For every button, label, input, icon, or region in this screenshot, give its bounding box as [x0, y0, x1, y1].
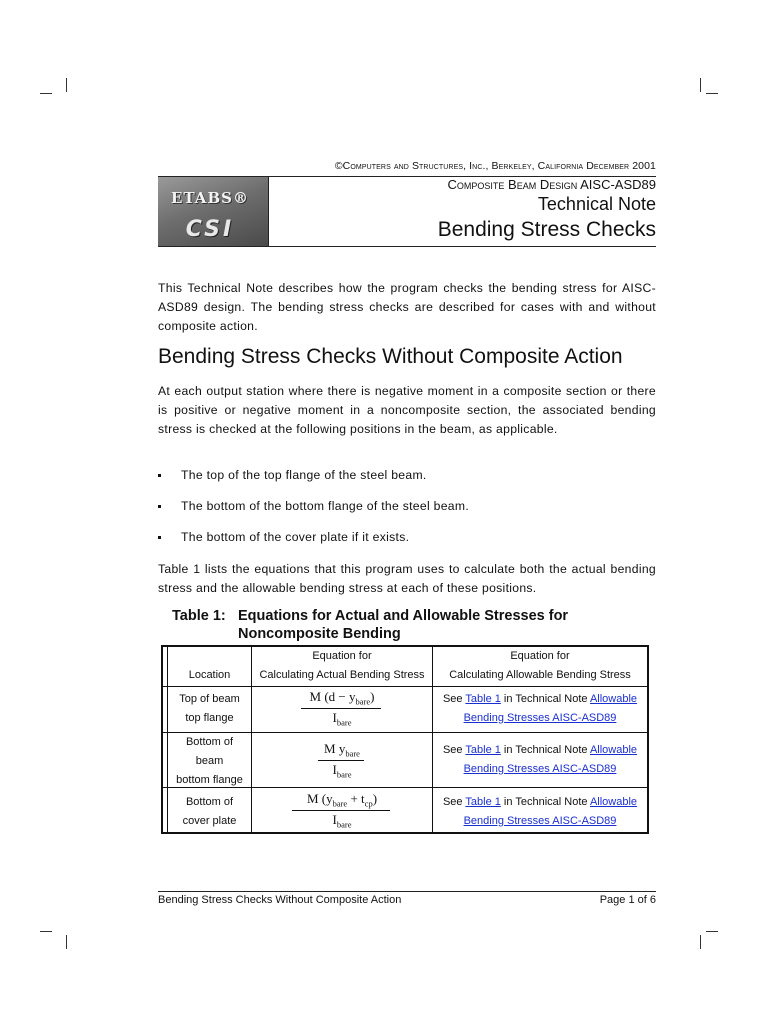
equations-table: [161, 645, 649, 834]
equation-bottom-flange: [252, 741, 432, 783]
fraction-bar: [292, 810, 390, 811]
fraction-bar: [301, 708, 381, 709]
equation-denominator: $I_{bare}$: [332, 812, 352, 830]
table-caption-label: Table 1:: [172, 608, 226, 624]
logo-etabs-text: ETABS®: [171, 189, 249, 207]
bullet-icon: [158, 474, 161, 477]
intro-paragraph: This Technical Note describes how the program checks the bending stress for AISC-ASD89 design. The bending stress checks are described for cases with and without composite action.: [158, 281, 656, 333]
crop-mark: [700, 78, 701, 92]
section-heading: Bending Stress Checks Without Composite Action: [158, 345, 623, 368]
table-row-location: Bottom of cover plate: [182, 796, 237, 827]
page-title: Bending Stress Checks: [437, 218, 656, 241]
table-row-location: Top of beam top flange: [179, 693, 240, 724]
table-row-location: Bottom of beam bottom flange: [176, 736, 243, 786]
product-code: AISC-ASD89: [580, 177, 656, 192]
page-number: Page 1 of 6: [599, 894, 656, 906]
equation-numerator: M $(d - y_{bare})$: [309, 689, 375, 707]
bullet-icon: [158, 536, 161, 539]
equation-denominator: $I_{bare}$: [332, 710, 352, 728]
technical-note-link[interactable]: Allowable: [589, 796, 638, 808]
table-caption-text: Equations for Actual and Allowable Stresses for: [238, 608, 569, 624]
table-caption-text: Noncomposite Bending: [238, 626, 401, 642]
table-header-location: Location: [188, 669, 231, 681]
equation-numerator: M $(y_{bare} + t_{cp})$: [306, 791, 378, 809]
technical-note-link[interactable]: Bending Stresses AISC-ASD89: [463, 763, 617, 775]
table-link[interactable]: Table 1: [465, 796, 501, 808]
fraction-bar: [318, 760, 364, 761]
table-header-allowable: Equation for Calculating Allowable Bending Stress: [449, 650, 631, 681]
crop-mark: [40, 93, 52, 94]
crop-mark: [66, 935, 67, 949]
table-divider: [163, 686, 647, 687]
allowable-reference: See Table 1 in Technical Note Allowable Bending Stresses AISC-ASD89: [442, 744, 638, 775]
product-prefix: Composite Beam Design: [447, 177, 578, 192]
equation-cover-plate: [252, 791, 432, 833]
crop-mark: [706, 931, 718, 932]
header-rule: [158, 246, 656, 247]
table-link[interactable]: Table 1: [465, 693, 501, 705]
product-line: [280, 177, 656, 192]
logo-csi-text: CSI: [185, 217, 235, 242]
equation-top-flange: [252, 689, 432, 731]
body-paragraph: At each output station where there is negative moment in a composite section or there is positive or negative moment in a noncomposite section, the associated bending stress is checked at the following positions in the beam, as applicable.: [158, 384, 656, 436]
equation-denominator: $I_{bare}$: [332, 762, 352, 780]
crop-mark: [66, 78, 67, 92]
allowable-reference: See Table 1 in Technical Note Allowable Bending Stresses AISC-ASD89: [442, 796, 638, 827]
crop-mark: [40, 931, 52, 932]
footer-title: Bending Stress Checks Without Composite Action: [158, 894, 402, 906]
technical-note-link[interactable]: Allowable: [589, 744, 638, 756]
allowable-reference: See Table 1 in Technical Note Allowable Bending Stresses AISC-ASD89: [442, 693, 638, 724]
etabs-csi-logo: [158, 177, 269, 246]
copyright-line: ©Computers and Structures, Inc., Berkeley, California December 2001: [334, 160, 656, 172]
table-caption: [172, 608, 568, 624]
equation-numerator: M $y_{bare}$: [324, 741, 360, 759]
crop-mark: [706, 93, 718, 94]
technical-note-link[interactable]: Allowable: [589, 693, 638, 705]
footer-rule: [158, 891, 656, 892]
technical-note-link[interactable]: Bending Stresses AISC-ASD89: [463, 815, 617, 827]
technical-note-link[interactable]: Bending Stresses AISC-ASD89: [463, 712, 617, 724]
bullet-icon: [158, 505, 161, 508]
body-paragraph: Table 1 lists the equations that this program uses to calculate both the actual bending stress and the allowable bending stress at each of these positions.: [158, 562, 656, 595]
table-header-actual: Equation for Calculating Actual Bending Stress: [259, 650, 425, 681]
crop-mark: [700, 935, 701, 949]
doc-type: Technical Note: [537, 194, 656, 214]
table-link[interactable]: Table 1: [465, 744, 501, 756]
